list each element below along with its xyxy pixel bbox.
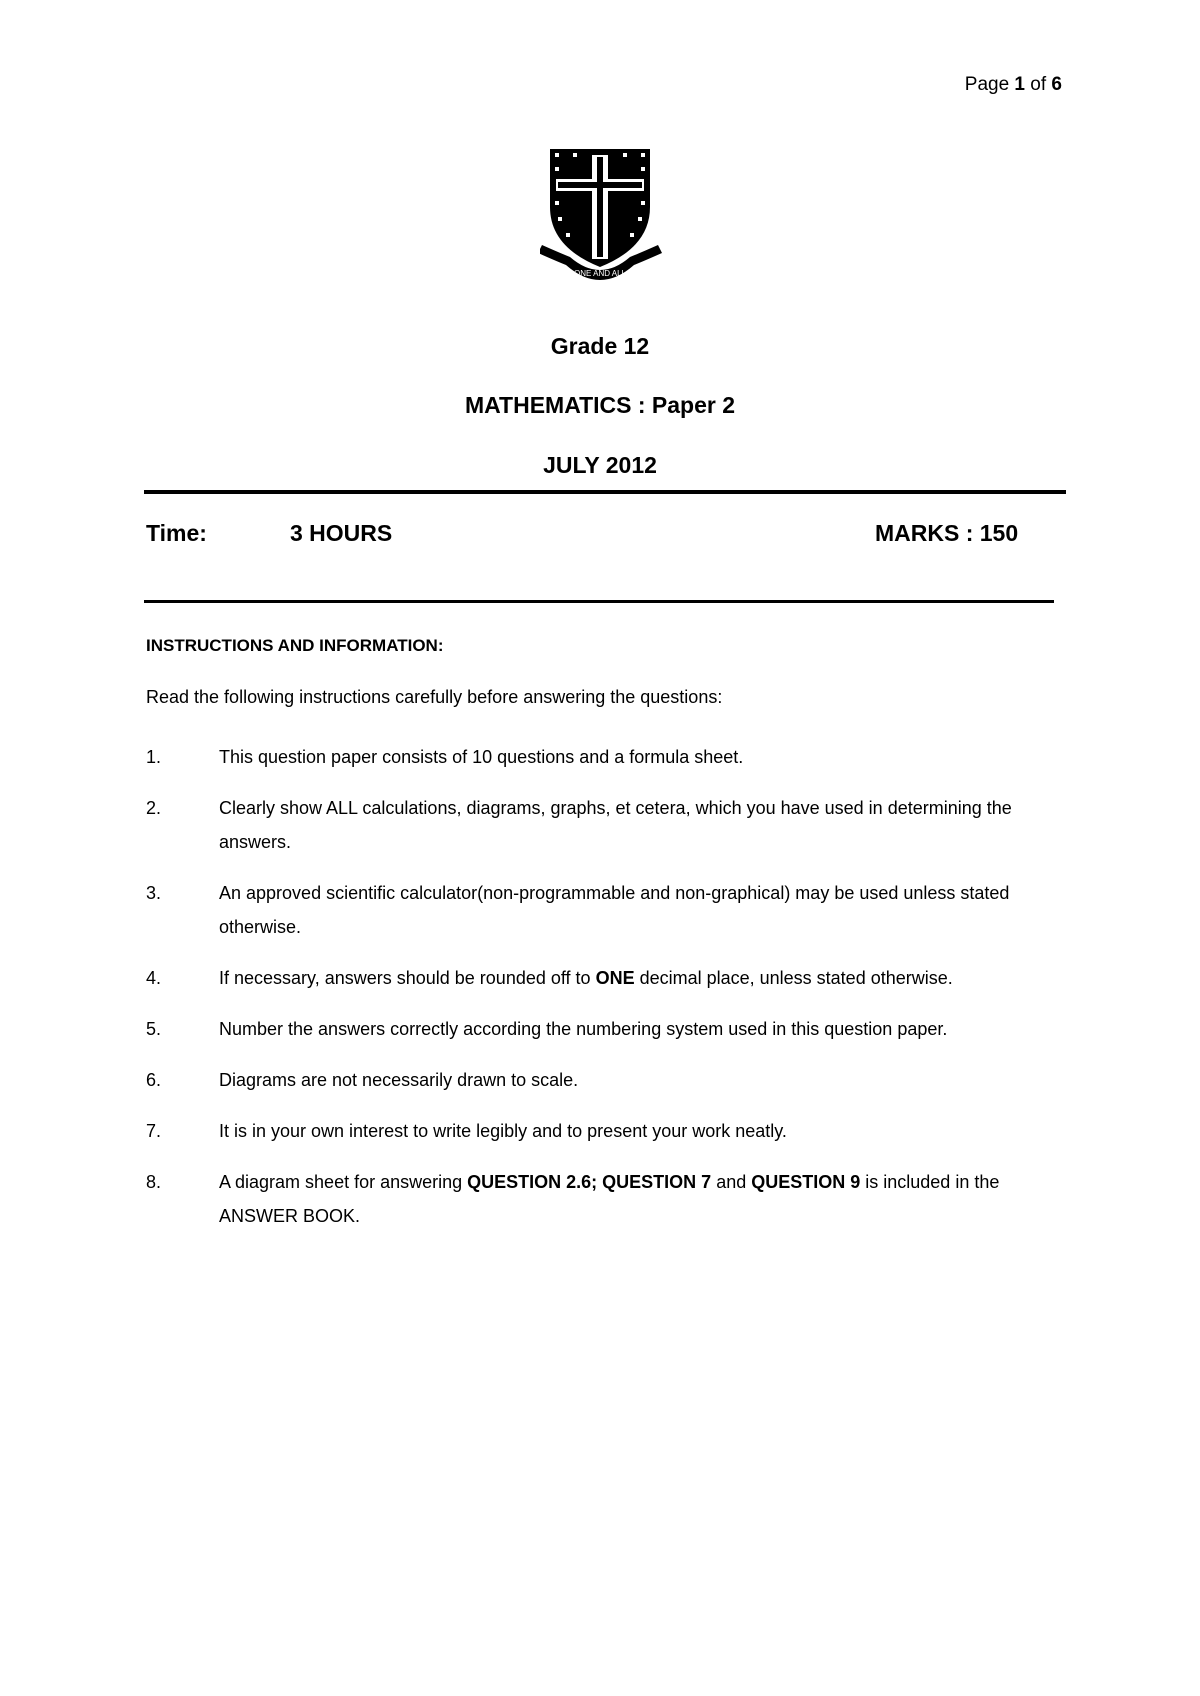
page-number-current: 1 bbox=[1014, 74, 1025, 95]
total-marks: MARKS : 150 bbox=[875, 520, 1019, 546]
instruction-number: 4. bbox=[146, 968, 162, 988]
instruction-text: This question paper consists of 10 questions and a formula sheet. bbox=[219, 747, 744, 767]
school-crest-logo bbox=[540, 145, 670, 295]
instruction-item bbox=[146, 791, 1066, 859]
instruction-number: 3. bbox=[146, 883, 162, 903]
divider-bottom bbox=[144, 600, 1054, 603]
instruction-item bbox=[146, 740, 1066, 774]
time-value: 3 HOURS bbox=[290, 520, 393, 546]
page-number-total: 6 bbox=[1051, 74, 1062, 95]
instruction-number: 6. bbox=[146, 1070, 162, 1090]
time-label: Time: bbox=[146, 520, 207, 546]
instruction-number: 8. bbox=[146, 1172, 162, 1192]
instructions-intro: Read the following instructions carefully before answering the questions: bbox=[146, 687, 723, 707]
subject-title: MATHEMATICS : Paper 2 bbox=[464, 392, 736, 418]
instruction-text: An approved scientific calculator(non-programmable and non-graphical) may be used unless stated otherwise. bbox=[219, 883, 1010, 937]
instruction-text: Clearly show ALL calculations, diagrams, graphs, et cetera, which you have used in determining the answers. bbox=[219, 798, 1012, 852]
page-number-prefix: Page bbox=[964, 74, 1010, 95]
instruction-item bbox=[146, 1063, 1066, 1097]
instructions-list bbox=[146, 740, 1066, 1250]
grade-title: Grade 12 bbox=[550, 333, 650, 359]
instruction-item bbox=[146, 876, 1066, 944]
instruction-text: Diagrams are not necessarily drawn to scale. bbox=[219, 1070, 579, 1090]
divider-top bbox=[144, 490, 1066, 494]
instruction-number: 1. bbox=[146, 747, 162, 767]
instruction-number: 2. bbox=[146, 798, 162, 818]
instructions-heading: INSTRUCTIONS AND INFORMATION: bbox=[146, 636, 444, 655]
instruction-item bbox=[146, 1165, 1066, 1233]
instruction-text: A diagram sheet for answering QUESTION 2.6; QUESTION 7 and QUESTION 9 is included in the ANSWER BOOK. bbox=[219, 1172, 1000, 1226]
instruction-number: 7. bbox=[146, 1121, 162, 1141]
crest-motto: ONE AND ALL bbox=[573, 269, 627, 278]
instruction-item bbox=[146, 1012, 1066, 1046]
instruction-text: If necessary, answers should be rounded off to ONE decimal place, unless stated otherwise. bbox=[219, 968, 953, 988]
page-number bbox=[965, 74, 1062, 96]
instruction-number: 5. bbox=[146, 1019, 162, 1039]
instruction-text: Number the answers correctly according the numbering system used in this question paper. bbox=[219, 1019, 948, 1039]
page-number-sep: of bbox=[1030, 74, 1047, 95]
exam-date: JULY 2012 bbox=[543, 452, 657, 478]
instruction-item bbox=[146, 1114, 1066, 1148]
instruction-item bbox=[146, 961, 1066, 995]
instruction-text: It is in your own interest to write legibly and to present your work neatly. bbox=[219, 1121, 787, 1141]
